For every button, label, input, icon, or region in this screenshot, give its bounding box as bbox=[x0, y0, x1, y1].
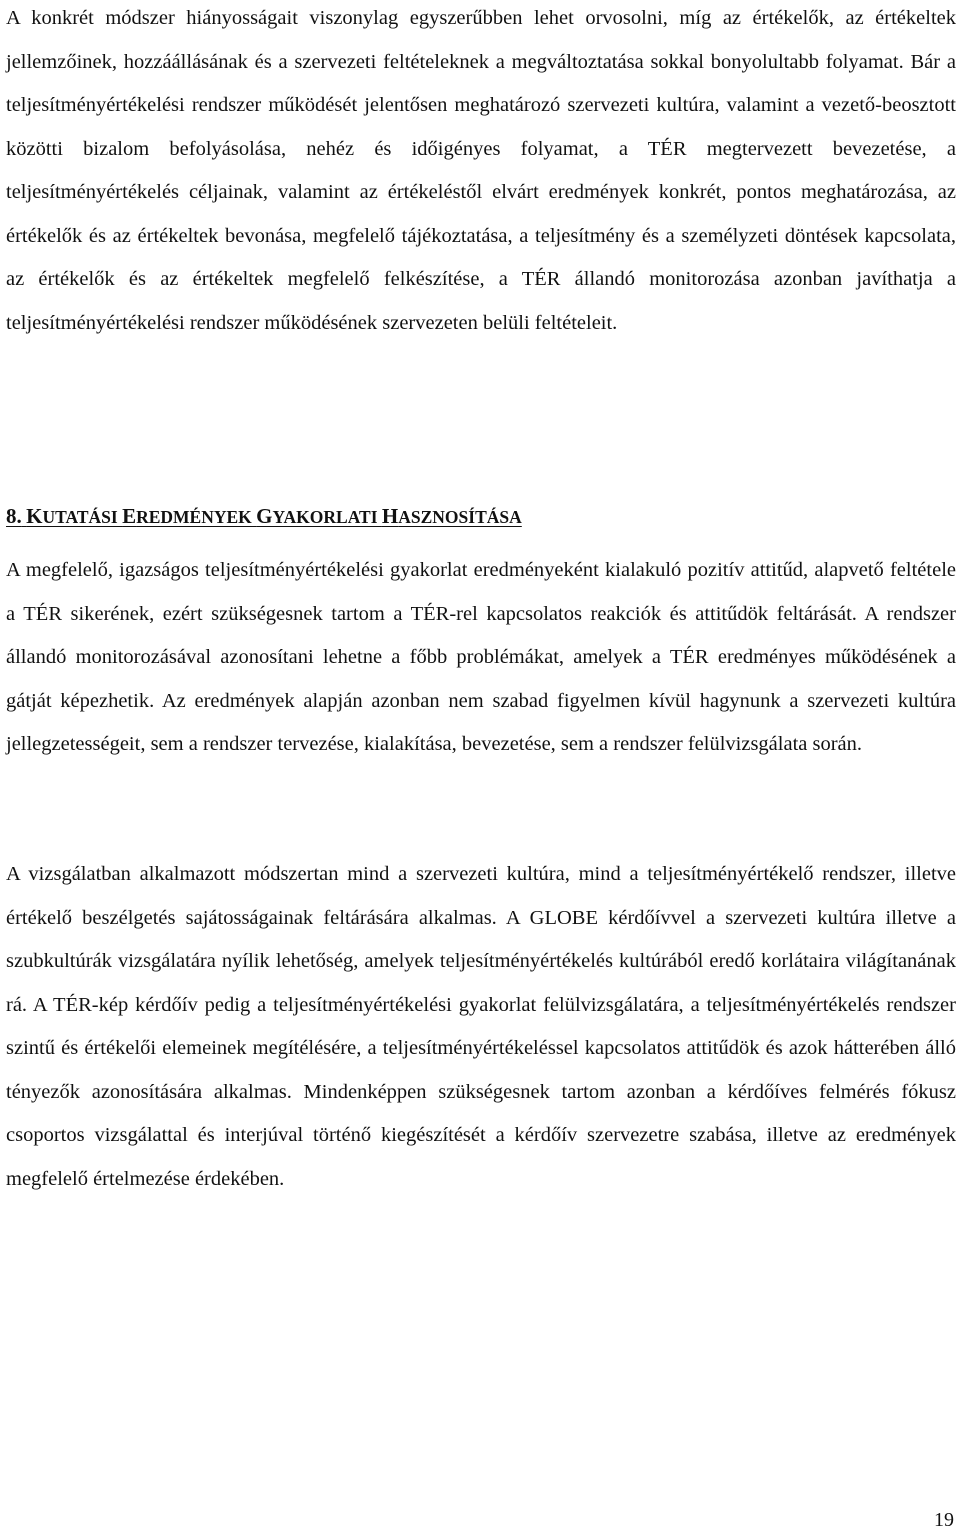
heading-word-3: YAKORLATI bbox=[272, 507, 382, 527]
paragraph-3: A vizsgálatban alkalmazott módszertan mind a szervezeti kultúra, mind a teljesítményértékelő rendszer, illetve értékelő beszélgetés sajátosságainak feltárására alkalmas. A GLOBE kérdőívvel a szervezeti kultúra illetve a szubkultúrák vizsgálatára nyílik lehetőség, amelyek teljesítményértékelés kultúrából eredő korlátaira világítanának rá. A TÉR-kép kérdőív pedig a teljesítményértékelési gyakorlat felülvizsgálatára, a teljesítményértékelés rendszer szintű és értékelői elemeinek megítélésére, a teljesítményértékeléssel kapcsolatos attitűdök és azok hátterében álló tényezők azonosítására alkalmas. Mindenképpen szükségesnek tartom azonban a kérdőíves felmérés fókusz csoportos vizsgálattal és interjúval történő kiegészítését a kérdőív szervezetre szabása, illetve az eredmények megfelelő értelmezése érdekében. bbox=[6, 863, 956, 1190]
heading-initial-1: K bbox=[26, 504, 43, 528]
paragraph-2: A megfelelő, igazságos teljesítményértékelési gyakorlat eredményeként kialakuló pozitív attitűd, alapvető feltétele a TÉR sikerének, ezért szükségesnek tartom a TÉR-rel kapcsolatos reakciók és attitűdök feltárását. A rendszer állandó monitorozásával azonosítani lehetne a főbb problémákat, amelyek a TÉR eredményes működésének a gátját képezhetik. Az eredmények alapján azonban nem szabad figyelmen kívül hagynunk a szervezeti kultúra jellegzetességeit, sem a rendszer tervezése, kialakítása, bevezetése, sem a rendszer felülvizsgálata során. bbox=[6, 559, 956, 755]
heading-word-2: REDMÉNYEK bbox=[136, 507, 257, 527]
heading-initial-2: E bbox=[122, 504, 137, 528]
heading-initial-4: H bbox=[381, 504, 399, 528]
heading-number: 8. bbox=[6, 504, 22, 528]
section-heading bbox=[6, 496, 956, 537]
intro-paragraph: A konkrét módszer hiányosságait viszonylag egyszerűbben lehet orvosolni, míg az értékelők, az értékeltek jellemzőinek, hozzáállásának és a szervezeti feltételeknek a megváltoztatása sokkal bonyolultabb folyamat. Bár a teljesítményértékelési rendszer működését jelentősen meghatározó szervezeti kultúra, valamint a vezető-beosztott közötti bizalom befolyásolása, nehéz és időigényes folyamat, a TÉR megtervezett bevezetése, a teljesítményértékelés céljainak, valamint az értékeléstől elvárt eredmények konkrét, pontos meghatározása, az értékelők és az értékeltek bevonása, megfelelő tájékoztatása, a teljesítmény és a személyzeti döntések kapcsolata, az értékelők és az értékeltek megfelelő felkészítése, a TÉR állandó monitorozása azonban javíthatja a teljesítményértékelési rendszer működésének szervezeten belüli feltételeit. bbox=[6, 7, 956, 334]
heading-word-1: UTATÁSI bbox=[42, 507, 123, 527]
page-number: 19 bbox=[934, 1509, 954, 1531]
heading-word-4: ASZNOSÍTÁSA bbox=[398, 507, 522, 527]
heading-initial-3: G bbox=[256, 504, 273, 528]
